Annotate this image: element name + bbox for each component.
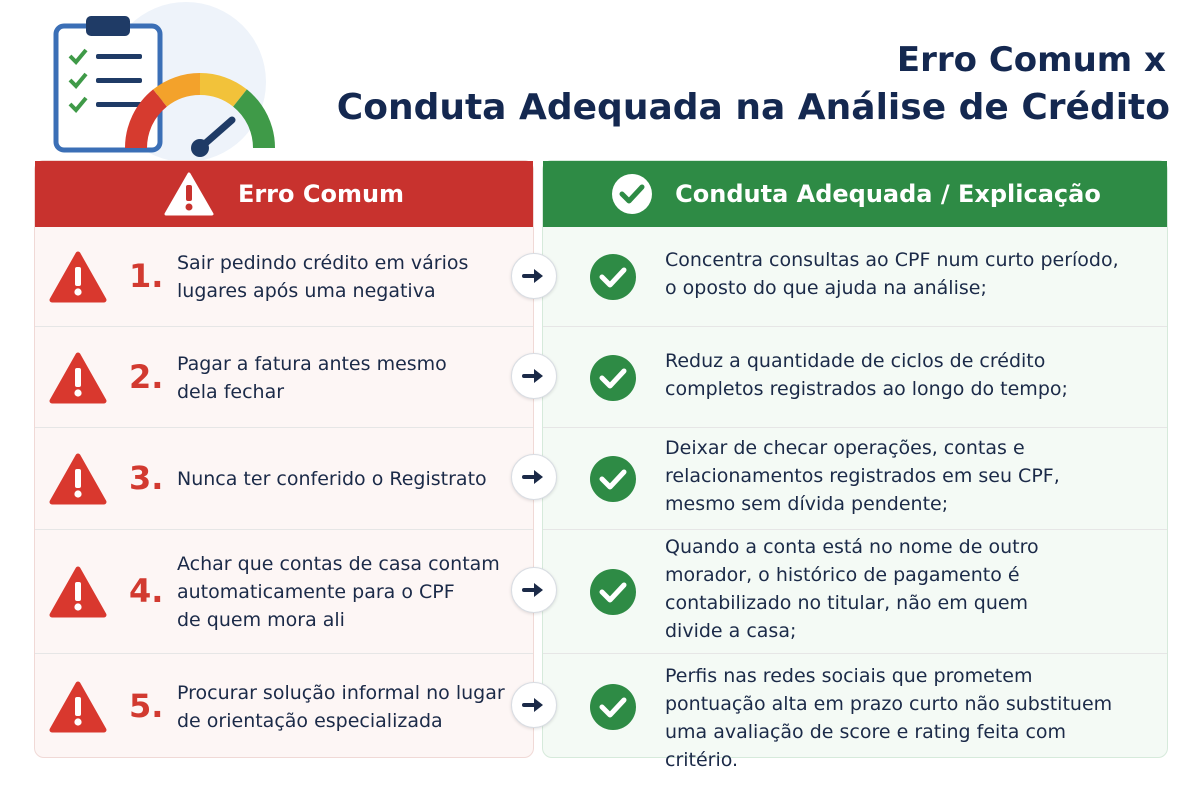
mistakes-header	[35, 161, 533, 227]
arrow-right-icon	[511, 353, 557, 399]
check-circle-icon	[589, 683, 637, 731]
conduct-column	[542, 160, 1168, 771]
check-circle-icon	[609, 171, 655, 217]
arrow-glyph-icon	[523, 267, 545, 285]
conduct-text-line: uma avaliação de score e rating feita com critério.	[665, 721, 1067, 771]
conduct-text-line: divide a casa;	[665, 620, 797, 642]
mistake-text	[177, 550, 513, 634]
arrow-right-icon	[511, 253, 557, 299]
mistake-row	[35, 529, 533, 653]
conduct-text-line: Quando a conta está no nome de outro	[665, 536, 1039, 558]
mistake-text	[177, 350, 513, 406]
mistake-text-line: Procurar solução informal no lugar	[177, 682, 505, 704]
mistake-text-line: Pagar a fatura antes mesmo	[177, 352, 447, 375]
warning-icon	[164, 172, 214, 216]
conduct-text	[665, 347, 1137, 403]
conduct-text-line: contabilizado no titular, não em quem	[665, 592, 1029, 614]
mistake-text	[177, 249, 513, 305]
conduct-row	[543, 653, 1167, 771]
mistake-row	[35, 653, 533, 759]
mistakes-list	[35, 227, 533, 757]
mistake-text-line: de orientação especializada	[177, 710, 443, 732]
mistake-text-line: automaticamente para o CPF	[177, 581, 455, 603]
mistake-text-line: de quem mora ali	[177, 609, 345, 631]
conduct-text-line: morador, o histórico de pagamento é	[665, 564, 1020, 586]
warning-icon	[49, 453, 107, 505]
conduct-text-line: o oposto do que ajuda na análise;	[665, 276, 987, 299]
arrow-glyph-icon	[523, 581, 545, 599]
warning-icon	[49, 681, 107, 733]
mistakes-column	[34, 160, 534, 758]
warning-icon	[49, 566, 107, 618]
arrow-glyph-icon	[523, 696, 545, 714]
conduct-text-line: mesmo sem dívida pendente;	[665, 493, 949, 515]
page-title	[337, 36, 1170, 132]
conduct-text-line: Concentra consultas ao CPF num curto período,	[665, 248, 1119, 271]
clipboard-gauge-logo	[36, 12, 276, 158]
mistake-text	[177, 679, 513, 735]
conduct-list	[543, 227, 1167, 771]
mistake-text	[177, 465, 513, 493]
mistake-text-line: Sair pedindo crédito em vários	[177, 251, 469, 274]
mistakes-header-label: Erro Comum	[237, 180, 405, 208]
item-number: 1.	[129, 256, 164, 295]
arrow-right-icon	[511, 682, 557, 728]
item-number: 5.	[129, 687, 164, 725]
arrow-right-icon	[511, 567, 557, 613]
conduct-header	[543, 161, 1167, 227]
mistake-row	[35, 427, 533, 529]
conduct-text-line: completos registrados ao longo do tempo;	[665, 377, 1068, 400]
warning-icon	[49, 251, 107, 303]
conduct-text	[665, 434, 1137, 518]
conduct-text	[665, 662, 1137, 774]
mistake-text-line: dela fechar	[177, 380, 285, 403]
check-circle-icon	[589, 253, 637, 301]
mistake-row	[35, 326, 533, 427]
conduct-text	[665, 246, 1137, 302]
conduct-text-line: Deixar de checar operações, contas e	[665, 437, 1025, 459]
item-number: 3.	[129, 459, 164, 497]
arrow-glyph-icon	[523, 367, 545, 385]
check-circle-icon	[589, 568, 637, 616]
item-number: 2.	[129, 357, 164, 396]
check-circle-icon	[589, 354, 637, 402]
warning-icon	[49, 352, 107, 404]
title-line-1: Erro Comum x	[896, 40, 1166, 80]
mistake-row	[35, 227, 533, 326]
conduct-row	[543, 529, 1167, 653]
title-line-2: Conduta Adequada na Análise de Crédito	[336, 87, 1170, 128]
mistake-text-line: lugares após uma negativa	[177, 279, 436, 302]
arrow-glyph-icon	[523, 468, 545, 486]
check-circle-icon	[589, 455, 637, 503]
conduct-row	[543, 326, 1167, 427]
conduct-text	[665, 533, 1137, 645]
conduct-header-label: Conduta Adequada / Explicação	[675, 180, 1101, 208]
mistake-text-line: Achar que contas de casa contam	[177, 553, 500, 575]
item-number: 4.	[129, 572, 164, 610]
conduct-text-line: Reduz a quantidade de ciclos de crédito	[665, 349, 1046, 372]
arrow-right-icon	[511, 454, 557, 500]
conduct-row	[543, 427, 1167, 529]
conduct-text-line: relacionamentos registrados em seu CPF,	[665, 465, 1060, 487]
conduct-text-line: Perfis nas redes sociais que prometem	[665, 665, 1033, 687]
conduct-text-line: pontuação alta em prazo curto não substituem	[665, 693, 1113, 715]
conduct-row	[543, 227, 1167, 326]
mistake-text-line: Nunca ter conferido o Registrato	[177, 468, 487, 490]
